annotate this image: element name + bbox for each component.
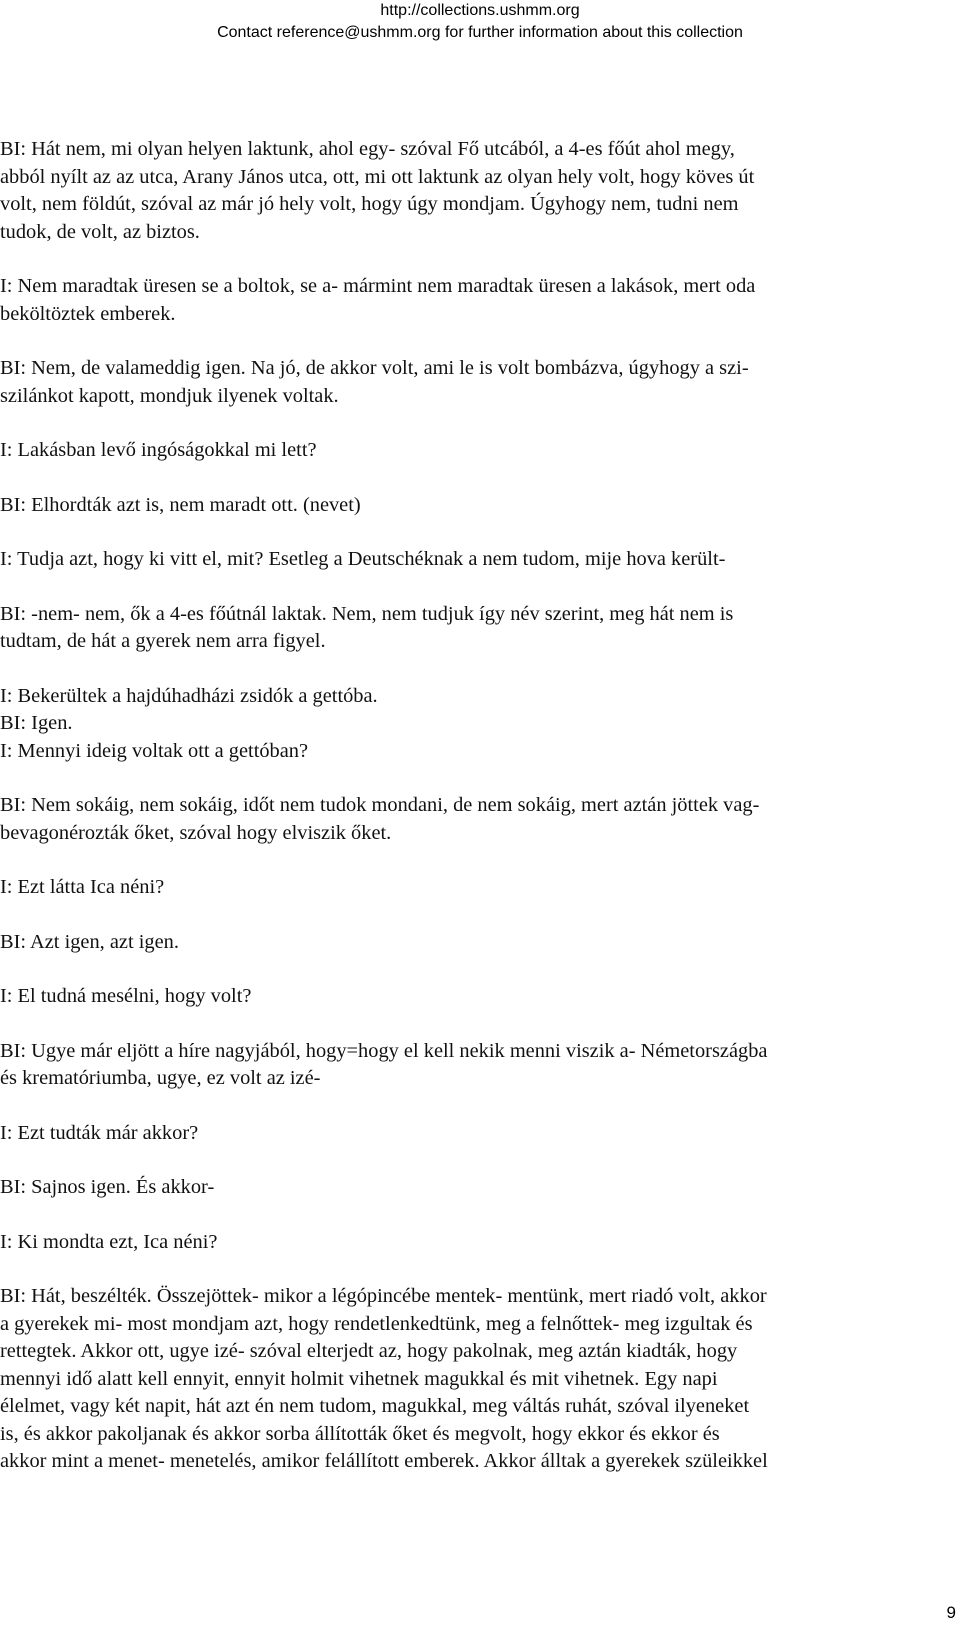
transcript-paragraph: [0, 710, 956, 738]
transcript-paragraph: [0, 738, 956, 766]
text-line: tudok, de volt, az biztos.: [0, 220, 200, 243]
transcript-paragraph: [0, 1120, 956, 1148]
transcript-paragraph: [0, 601, 956, 656]
text-line: BI: Hát nem, mi olyan helyen laktunk, ahol egy- szóval Fő utcából, a 4-es főút ahol megy,: [0, 138, 735, 160]
text-line: rettegtek. Akkor ott, ugye izé- szóval elterjedt az, hogy pakolnak, meg aztán kiadták, hogy: [0, 1340, 738, 1362]
transcript-paragraph: [0, 1038, 956, 1093]
transcript-paragraph: [0, 1283, 956, 1476]
text-line: I: Ezt látta Ica néni?: [0, 876, 165, 898]
text-line: I: Ki mondta ezt, Ica néni?: [0, 1230, 218, 1253]
text-line: BI: Igen.: [0, 712, 73, 734]
text-line: I: El tudná mesélni, hogy volt?: [0, 985, 252, 1007]
contact-line: Contact reference@ushmm.org for further information about this collection: [217, 24, 743, 41]
text-line: BI: Elhordták azt is, nem maradt ott. (nevet): [0, 493, 361, 516]
text-line: és krematóriumba, ugye, ez volt az izé-: [0, 1067, 321, 1089]
transcript-paragraph: [0, 546, 956, 574]
transcript-paragraph: [0, 983, 956, 1011]
text-line: a gyerekek mi- most mondjam azt, hogy rendetlenkedtünk, meg a felnőttek- meg izgultak és: [0, 1312, 753, 1335]
text-line: I: Ezt tudták már akkor?: [0, 1121, 199, 1144]
collection-url[interactable]: http://collections.ushmm.org: [380, 2, 580, 19]
transcript-paragraph: [0, 874, 956, 902]
text-line: is, és akkor pakoljanak és akkor sorba állították őket és megvolt, hogy ekkor és ekkor és: [0, 1422, 720, 1445]
text-line: akkor mint a menet- menetelés, amikor felállított emberek. Akkor álltak a gyerekek szüleikkel: [0, 1450, 768, 1472]
transcript-paragraph: [0, 273, 956, 328]
text-line: beköltöztek emberek.: [0, 302, 176, 325]
text-line: szilánkot kapott, mondjuk ilyenek voltak.: [0, 384, 339, 407]
text-line: I: Tudja azt, hogy ki vitt el, mit? Esetleg a Deutschéknak a nem tudom, mije hova került-: [0, 548, 726, 570]
text-line: abból nyílt az az utca, Arany János utca, ott, mi ott laktunk az olyan hely volt, hogy köves út: [0, 165, 755, 188]
text-line: BI: Hát, beszélték. Összejöttek- mikor a légópincébe mentek- mentünk, mert riadó volt, akkor: [0, 1285, 767, 1307]
text-line: volt, nem földút, szóval az már jó hely volt, hogy úgy mondjam. Úgyhogy nem, tudni nem: [0, 193, 739, 215]
text-line: I: Nem maradtak üresen se a boltok, se a- mármint nem maradtak üresen a lakások, mert oda: [0, 275, 756, 297]
transcript-paragraph: [0, 355, 956, 410]
text-line: BI: Nem sokáig, nem sokáig, időt nem tudok mondani, de nem sokáig, mert aztán jöttek vag-: [0, 794, 760, 816]
text-line: BI: Ugye már eljött a híre nagyjából, hogy=hogy el kell nekik menni viszik a- Németországba: [0, 1039, 768, 1062]
transcript-body: [0, 136, 956, 1476]
text-line: bevagonérozták őket, szóval hogy elviszik őket.: [0, 821, 392, 844]
text-line: I: Mennyi ideig voltak ott a gettóban?: [0, 739, 309, 762]
text-line: élelmet, vagy két napit, hát azt én nem tudom, magukkal, meg váltás ruhát, szóval ilyeneket: [0, 1395, 750, 1417]
page-header: [0, 0, 960, 44]
text-line: BI: Nem, de valameddig igen. Na jó, de akkor volt, ami le is volt bombázva, úgyhogy a szi-: [0, 357, 749, 379]
text-line: I: Bekerültek a hajdúhadházi zsidók a gettóba.: [0, 684, 378, 707]
text-line: BI: -nem- nem, ők a 4-es főútnál laktak. Nem, nem tudjuk így név szerint, meg hát nem is: [0, 602, 734, 625]
transcript-paragraph: [0, 492, 956, 520]
text-line: mennyi idő alatt kell ennyit, ennyit holmit vihetnek magukkal és mit vihetnek. Egy napi: [0, 1367, 718, 1390]
transcript-paragraph: [0, 792, 956, 847]
text-line: tudtam, de hát a gyerek nem arra figyel.: [0, 630, 326, 652]
transcript-paragraph: [0, 437, 956, 465]
transcript-paragraph: [0, 1174, 956, 1202]
text-line: BI: Azt igen, azt igen.: [0, 930, 179, 953]
transcript-paragraph: [0, 929, 956, 957]
page-number: 9: [946, 1603, 956, 1622]
transcript-paragraph: [0, 136, 956, 246]
transcript-paragraph: [0, 1229, 956, 1257]
text-line: BI: Sajnos igen. És akkor-: [0, 1176, 215, 1198]
transcript-paragraph: [0, 683, 956, 711]
text-line: I: Lakásban levő ingóságokkal mi lett?: [0, 439, 317, 461]
